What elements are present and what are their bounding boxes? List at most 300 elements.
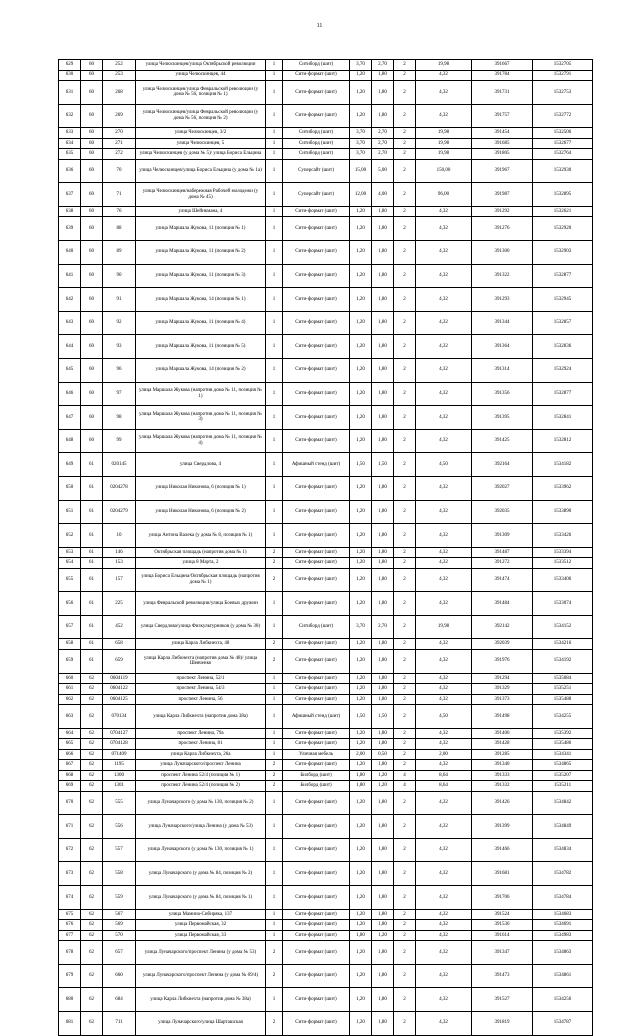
cell-width: 1,20 xyxy=(350,335,372,359)
cell-structure-id: 91 xyxy=(103,288,136,312)
cell-area: 4,32 xyxy=(416,909,472,920)
cell-structure-type: Сити-формат (шит) xyxy=(283,500,350,524)
cell-structure-id: 89 xyxy=(103,240,136,264)
cell-height: 1,80 xyxy=(372,838,394,862)
cell-district-code: 62 xyxy=(81,781,103,792)
cell-width: 1,20 xyxy=(350,862,372,886)
table-body xyxy=(59,60,593,1036)
cell-structure-id: 97 xyxy=(103,382,136,406)
cell-coord-y: 1534182 xyxy=(533,453,593,477)
cell-structure-type: Сити-формат (шит) xyxy=(283,335,350,359)
cell-address: улица Луначарского (у дома № 84, позиция № 2) xyxy=(136,862,266,886)
cell-structure-type: Сити-формат (шит) xyxy=(283,964,350,988)
cell-coord-y: 1533890 xyxy=(533,500,593,524)
cell-address: улица Маршала Жукова (напротив дома № 11, позиция № 1) xyxy=(136,382,266,406)
cell-height: 1,80 xyxy=(372,791,394,815)
cell-coord-x: 391309 xyxy=(472,524,533,548)
cell-row-number: 668 xyxy=(59,770,81,781)
cell-faces: 2 xyxy=(394,217,416,241)
cell-sides-count: 2 xyxy=(266,547,283,558)
cell-coord-y: 1534782 xyxy=(533,862,593,886)
cell-height: 1,80 xyxy=(372,264,394,288)
cell-width: 1,20 xyxy=(350,1011,372,1035)
cell-area: 4,32 xyxy=(416,791,472,815)
cell-structure-type: Сити-формат (шит) xyxy=(283,70,350,81)
cell-width: 1,20 xyxy=(350,264,372,288)
cell-row-number: 646 xyxy=(59,382,81,406)
cell-faces: 2 xyxy=(394,728,416,739)
cell-address: улица Февральской революции/улица Боевых дружин xyxy=(136,592,266,616)
cell-area: 19,98 xyxy=(416,138,472,149)
cell-coord-x: 391356 xyxy=(472,382,533,406)
cell-sides-count: 1 xyxy=(266,429,283,453)
cell-coord-x: 391805 xyxy=(472,149,533,160)
table-row xyxy=(59,104,593,128)
cell-sides-count: 1 xyxy=(266,909,283,920)
cell-height: 2,70 xyxy=(372,138,394,149)
cell-row-number: 656 xyxy=(59,592,81,616)
table-row xyxy=(59,429,593,453)
cell-faces: 4 xyxy=(394,781,416,792)
cell-structure-id: 76 xyxy=(103,206,136,217)
cell-coord-x: 391347 xyxy=(472,941,533,965)
cell-coord-x: 391454 xyxy=(472,128,533,139)
cell-faces: 2 xyxy=(394,311,416,335)
cell-faces: 2 xyxy=(394,673,416,684)
table-row xyxy=(59,288,593,312)
cell-faces: 2 xyxy=(394,920,416,931)
cell-structure-id: 659 xyxy=(103,649,136,673)
cell-faces: 2 xyxy=(394,358,416,382)
cell-coord-y: 1532753 xyxy=(533,81,593,105)
cell-sides-count: 1 xyxy=(266,60,283,71)
cell-coord-x: 391300 xyxy=(472,240,533,264)
cell-district-code: 62 xyxy=(81,815,103,839)
cell-sides-count: 2 xyxy=(266,760,283,771)
cell-structure-type: Ситиборд (шит) xyxy=(283,128,350,139)
cell-area: 4,32 xyxy=(416,694,472,705)
cell-coord-y: 1532895 xyxy=(533,183,593,207)
cell-width: 1,20 xyxy=(350,81,372,105)
cell-structure-type: Билборд (шит) xyxy=(283,770,350,781)
cell-height: 1,80 xyxy=(372,547,394,558)
cell-structure-id: 557 xyxy=(103,838,136,862)
cell-district-code: 60 xyxy=(81,70,103,81)
cell-coord-y: 1533512 xyxy=(533,558,593,569)
cell-row-number: 654 xyxy=(59,558,81,569)
table-row xyxy=(59,930,593,941)
cell-height: 1,80 xyxy=(372,70,394,81)
table-row xyxy=(59,781,593,792)
cell-coord-x: 391332 xyxy=(472,781,533,792)
cell-width: 15,00 xyxy=(350,159,372,183)
table-row xyxy=(59,739,593,750)
cell-faces: 2 xyxy=(394,183,416,207)
table-row xyxy=(59,791,593,815)
cell-address: улица Челюскинцев/улица Февральской революции (у дома № 56, позиция № 2) xyxy=(136,104,266,128)
cell-sides-count: 2 xyxy=(266,558,283,569)
cell-coord-y: 1532621 xyxy=(533,206,593,217)
cell-structure-id: 96 xyxy=(103,358,136,382)
cell-structure-type: Сити-формат (шит) xyxy=(283,406,350,430)
cell-address: улица Маршала Жукова, 11 (позиция № 2) xyxy=(136,240,266,264)
cell-district-code: 60 xyxy=(81,382,103,406)
cell-faces: 2 xyxy=(394,240,416,264)
cell-area: 4,32 xyxy=(416,684,472,695)
cell-structure-id: 90 xyxy=(103,264,136,288)
cell-height: 1,80 xyxy=(372,476,394,500)
cell-row-number: 640 xyxy=(59,240,81,264)
cell-faces: 2 xyxy=(394,964,416,988)
cell-sides-count: 1 xyxy=(266,138,283,149)
cell-address: проспект Ленина, 54/3 xyxy=(136,684,266,695)
cell-structure-type: Сити-формат (шит) xyxy=(283,684,350,695)
cell-coord-x: 391293 xyxy=(472,288,533,312)
cell-faces: 2 xyxy=(394,739,416,750)
cell-row-number: 653 xyxy=(59,547,81,558)
cell-address: улица Шейнкмана, 4 xyxy=(136,206,266,217)
cell-faces: 2 xyxy=(394,335,416,359)
cell-height: 1,80 xyxy=(372,964,394,988)
table-row xyxy=(59,988,593,1012)
cell-height: 1,80 xyxy=(372,217,394,241)
cell-district-code: 61 xyxy=(81,524,103,548)
cell-height: 1,80 xyxy=(372,240,394,264)
cell-structure-type: Сити-формат (шит) xyxy=(283,476,350,500)
cell-address: улица Бориса Ельцина/Октябрьская площадь (напротив дома № 1) xyxy=(136,568,266,592)
cell-coord-y: 1535486 xyxy=(533,739,593,750)
cell-faces: 2 xyxy=(394,886,416,910)
cell-structure-id: 0604125 xyxy=(103,694,136,705)
cell-structure-id: 567 xyxy=(103,909,136,920)
cell-area: 4,32 xyxy=(416,264,472,288)
cell-area: 4,32 xyxy=(416,964,472,988)
cell-sides-count: 1 xyxy=(266,311,283,335)
cell-structure-id: 70 xyxy=(103,159,136,183)
cell-faces: 2 xyxy=(394,138,416,149)
cell-coord-x: 392039 xyxy=(472,639,533,650)
cell-district-code: 62 xyxy=(81,838,103,862)
cell-address: улица Челюскинцев (у дома № 5)/ улица Бориса Ельцина xyxy=(136,149,266,160)
cell-structure-id: 99 xyxy=(103,429,136,453)
cell-sides-count: 1 xyxy=(266,217,283,241)
cell-height: 1,80 xyxy=(372,909,394,920)
table-row xyxy=(59,705,593,729)
cell-sides-count: 2 xyxy=(266,639,283,650)
cell-area: 8,64 xyxy=(416,781,472,792)
cell-address: улица Челюскинцев, 3/2 xyxy=(136,128,266,139)
cell-address: улица Луначарского (у дома № 130, позиция № 2) xyxy=(136,791,266,815)
cell-row-number: 642 xyxy=(59,288,81,312)
cell-structure-id: 658 xyxy=(103,639,136,650)
cell-address: проспект Ленина, 52/1 xyxy=(136,673,266,684)
cell-area: 4,32 xyxy=(416,592,472,616)
table-row xyxy=(59,964,593,988)
table-row xyxy=(59,128,593,139)
cell-coord-x: 391333 xyxy=(472,770,533,781)
cell-structure-type: Сити-формат (шит) xyxy=(283,639,350,650)
cell-area: 4,32 xyxy=(416,649,472,673)
cell-structure-id: 92 xyxy=(103,311,136,335)
table-row xyxy=(59,159,593,183)
cell-coord-y: 1532677 xyxy=(533,138,593,149)
cell-district-code: 60 xyxy=(81,264,103,288)
cell-coord-x: 391536 xyxy=(472,920,533,931)
cell-coord-x: 391395 xyxy=(472,406,533,430)
cell-structure-type: Сити-формат (шит) xyxy=(283,815,350,839)
cell-district-code: 62 xyxy=(81,1011,103,1035)
cell-structure-type: Уличная мебель xyxy=(283,749,350,760)
cell-address: улица Свердлова, 4 xyxy=(136,453,266,477)
cell-sides-count: 1 xyxy=(266,592,283,616)
cell-sides-count: 2 xyxy=(266,781,283,792)
cell-address: улица Свердлова/улица Физкультурников (у дома № 30) xyxy=(136,615,266,639)
table-row xyxy=(59,1011,593,1035)
table-row xyxy=(59,941,593,965)
cell-height: 1,50 xyxy=(372,453,394,477)
cell-width: 1,20 xyxy=(350,920,372,931)
cell-area: 2,00 xyxy=(416,749,472,760)
cell-row-number: 666 xyxy=(59,749,81,760)
cell-structure-id: 0204278 xyxy=(103,476,136,500)
cell-row-number: 634 xyxy=(59,138,81,149)
table-row xyxy=(59,476,593,500)
cell-faces: 2 xyxy=(394,592,416,616)
cell-structure-type: Сити-формат (шит) xyxy=(283,862,350,886)
cell-district-code: 60 xyxy=(81,149,103,160)
cell-row-number: 669 xyxy=(59,781,81,792)
cell-coord-y: 1533962 xyxy=(533,476,593,500)
cell-sides-count: 1 xyxy=(266,705,283,729)
table-row xyxy=(59,673,593,684)
cell-coord-y: 1533406 xyxy=(533,568,593,592)
cell-coord-y: 1532791 xyxy=(533,70,593,81)
cell-coord-y: 1533074 xyxy=(533,592,593,616)
cell-area: 4,32 xyxy=(416,838,472,862)
cell-height: 1,80 xyxy=(372,1011,394,1035)
cell-coord-x: 391484 xyxy=(472,592,533,616)
cell-address: улица Первомайская, 32 xyxy=(136,920,266,931)
cell-faces: 2 xyxy=(394,547,416,558)
cell-height: 1,80 xyxy=(372,760,394,771)
cell-faces: 2 xyxy=(394,128,416,139)
cell-coord-y: 1534849 xyxy=(533,815,593,839)
cell-faces: 2 xyxy=(394,382,416,406)
cell-sides-count: 1 xyxy=(266,500,283,524)
cell-district-code: 61 xyxy=(81,639,103,650)
cell-height: 1,80 xyxy=(372,886,394,910)
cell-faces: 2 xyxy=(394,615,416,639)
cell-address: улица Карла Либкнехта, 26а xyxy=(136,749,266,760)
table-row xyxy=(59,60,593,71)
cell-width: 1,20 xyxy=(350,684,372,695)
cell-height: 1,80 xyxy=(372,684,394,695)
cell-coord-y: 1532857 xyxy=(533,311,593,335)
cell-width: 3,70 xyxy=(350,60,372,71)
cell-structure-type: Сити-формат (шит) xyxy=(283,920,350,931)
cell-width: 1,20 xyxy=(350,70,372,81)
cell-coord-x: 391987 xyxy=(472,183,533,207)
cell-row-number: 674 xyxy=(59,886,81,910)
cell-coord-y: 1534784 xyxy=(533,886,593,910)
cell-row-number: 629 xyxy=(59,60,81,71)
cell-coord-y: 1532841 xyxy=(533,406,593,430)
cell-structure-id: 020145 xyxy=(103,453,136,477)
cell-coord-x: 391329 xyxy=(472,684,533,695)
cell-row-number: 632 xyxy=(59,104,81,128)
cell-structure-type: Сити-формат (шит) xyxy=(283,104,350,128)
cell-height: 1,80 xyxy=(372,104,394,128)
cell-coord-x: 392027 xyxy=(472,476,533,500)
cell-row-number: 639 xyxy=(59,217,81,241)
cell-coord-x: 391399 xyxy=(472,815,533,839)
cell-width: 1,20 xyxy=(350,760,372,771)
cell-width: 1,20 xyxy=(350,694,372,705)
cell-address: улица Челюскинцев/улица Октябрьской революции xyxy=(136,60,266,71)
table-row xyxy=(59,694,593,705)
cell-structure-type: Сити-формат (шит) xyxy=(283,217,350,241)
cell-width: 1,50 xyxy=(350,705,372,729)
cell-width: 1,20 xyxy=(350,909,372,920)
cell-row-number: 648 xyxy=(59,429,81,453)
cell-faces: 2 xyxy=(394,206,416,217)
table-row xyxy=(59,838,593,862)
cell-structure-type: Сити-формат (шит) xyxy=(283,739,350,750)
cell-coord-x: 391373 xyxy=(472,694,533,705)
cell-width: 1,80 xyxy=(350,781,372,792)
cell-address: улица Челюскинцев/улица Бориса Ельцина (у дома № 1а) xyxy=(136,159,266,183)
table-row xyxy=(59,749,593,760)
cell-height: 1,80 xyxy=(372,728,394,739)
cell-coord-x: 392164 xyxy=(472,453,533,477)
cell-area: 4,32 xyxy=(416,382,472,406)
cell-faces: 2 xyxy=(394,60,416,71)
cell-sides-count: 1 xyxy=(266,206,283,217)
cell-coord-y: 1532772 xyxy=(533,104,593,128)
cell-address: улица Луначарского/проспект Ленина (у дома № 53) xyxy=(136,941,266,965)
cell-address: улица Маршала Жукова (напротив дома № 11, позиция № 4) xyxy=(136,429,266,453)
cell-sides-count: 1 xyxy=(266,988,283,1012)
cell-row-number: 638 xyxy=(59,206,81,217)
cell-coord-y: 1534216 xyxy=(533,639,593,650)
cell-faces: 2 xyxy=(394,791,416,815)
cell-coord-x: 391364 xyxy=(472,335,533,359)
table-row xyxy=(59,183,593,207)
cell-row-number: 644 xyxy=(59,335,81,359)
cell-address: улица Луначарского (у дома № 84, позиция № 1) xyxy=(136,886,266,910)
cell-area: 4,32 xyxy=(416,739,472,750)
cell-structure-id: 0204279 xyxy=(103,500,136,524)
cell-coord-x: 391344 xyxy=(472,311,533,335)
cell-sides-count: 1 xyxy=(266,476,283,500)
cell-district-code: 62 xyxy=(81,886,103,910)
cell-district-code: 62 xyxy=(81,760,103,771)
cell-faces: 2 xyxy=(394,941,416,965)
cell-row-number: 660 xyxy=(59,673,81,684)
cell-row-number: 633 xyxy=(59,128,81,139)
cell-coord-y: 1534341 xyxy=(533,749,593,760)
cell-width: 1,20 xyxy=(350,815,372,839)
cell-structure-type: Сити-формат (шит) xyxy=(283,358,350,382)
cell-coord-x: 392142 xyxy=(472,615,533,639)
cell-address: улица Карла Либкнехта, 48 xyxy=(136,639,266,650)
cell-row-number: 663 xyxy=(59,705,81,729)
cell-coord-y: 1533394 xyxy=(533,547,593,558)
cell-address: улица Маршала Жукова, 11 (позиция № 1) xyxy=(136,217,266,241)
cell-row-number: 678 xyxy=(59,941,81,965)
table-row xyxy=(59,206,593,217)
cell-height: 1,80 xyxy=(372,862,394,886)
cell-structure-type: Суперсайт (шит) xyxy=(283,183,350,207)
cell-sides-count: 2 xyxy=(266,1011,283,1035)
table-row xyxy=(59,920,593,931)
cell-structure-id: 0604122 xyxy=(103,684,136,695)
cell-district-code: 60 xyxy=(81,429,103,453)
cell-sides-count: 1 xyxy=(266,749,283,760)
table-row xyxy=(59,886,593,910)
cell-structure-id: 146 xyxy=(103,547,136,558)
cell-sides-count: 1 xyxy=(266,104,283,128)
cell-width: 1,20 xyxy=(350,592,372,616)
cell-area: 4,32 xyxy=(416,476,472,500)
cell-coord-x: 391340 xyxy=(472,760,533,771)
cell-district-code: 62 xyxy=(81,739,103,750)
cell-height: 1,80 xyxy=(372,673,394,684)
cell-address: улица Луначарского/проспект Ленина xyxy=(136,760,266,771)
cell-height: 0,50 xyxy=(372,749,394,760)
cell-coord-x: 391527 xyxy=(472,988,533,1012)
cell-district-code: 61 xyxy=(81,453,103,477)
cell-row-number: 645 xyxy=(59,358,81,382)
cell-row-number: 650 xyxy=(59,476,81,500)
cell-coord-y: 1534983 xyxy=(533,930,593,941)
cell-sides-count: 1 xyxy=(266,615,283,639)
cell-area: 4,32 xyxy=(416,429,472,453)
cell-structure-type: Сити-формат (шит) xyxy=(283,206,350,217)
cell-sides-count: 1 xyxy=(266,358,283,382)
cell-area: 4,32 xyxy=(416,941,472,965)
cell-coord-y: 1535488 xyxy=(533,694,593,705)
cell-coord-y: 1534255 xyxy=(533,705,593,729)
cell-sides-count: 1 xyxy=(266,264,283,288)
cell-row-number: 680 xyxy=(59,988,81,1012)
cell-width: 1,80 xyxy=(350,770,372,781)
cell-height: 1,20 xyxy=(372,930,394,941)
cell-address: улица Карла Либкнехта (напротив дома 38а) xyxy=(136,705,266,729)
page-number: 11 xyxy=(316,23,323,29)
cell-sides-count: 1 xyxy=(266,149,283,160)
cell-structure-type: Сити-формат (шит) xyxy=(283,382,350,406)
cell-structure-id: 570 xyxy=(103,930,136,941)
cell-area: 4,32 xyxy=(416,639,472,650)
cell-faces: 4 xyxy=(394,770,416,781)
cell-sides-count: 1 xyxy=(266,453,283,477)
cell-coord-x: 391498 xyxy=(472,705,533,729)
cell-sides-count: 1 xyxy=(266,335,283,359)
cell-district-code: 62 xyxy=(81,988,103,1012)
cell-district-code: 60 xyxy=(81,288,103,312)
cell-structure-id: 684 xyxy=(103,988,136,1012)
cell-coord-x: 391784 xyxy=(472,70,533,81)
cell-district-code: 62 xyxy=(81,770,103,781)
cell-area: 4,32 xyxy=(416,558,472,569)
cell-coord-x: 391276 xyxy=(472,217,533,241)
cell-height: 5,00 xyxy=(372,159,394,183)
cell-area: 150,00 xyxy=(416,159,472,183)
cell-structure-type: Сити-формат (шит) xyxy=(283,524,350,548)
cell-row-number: 630 xyxy=(59,70,81,81)
cell-coord-x: 391285 xyxy=(472,749,533,760)
